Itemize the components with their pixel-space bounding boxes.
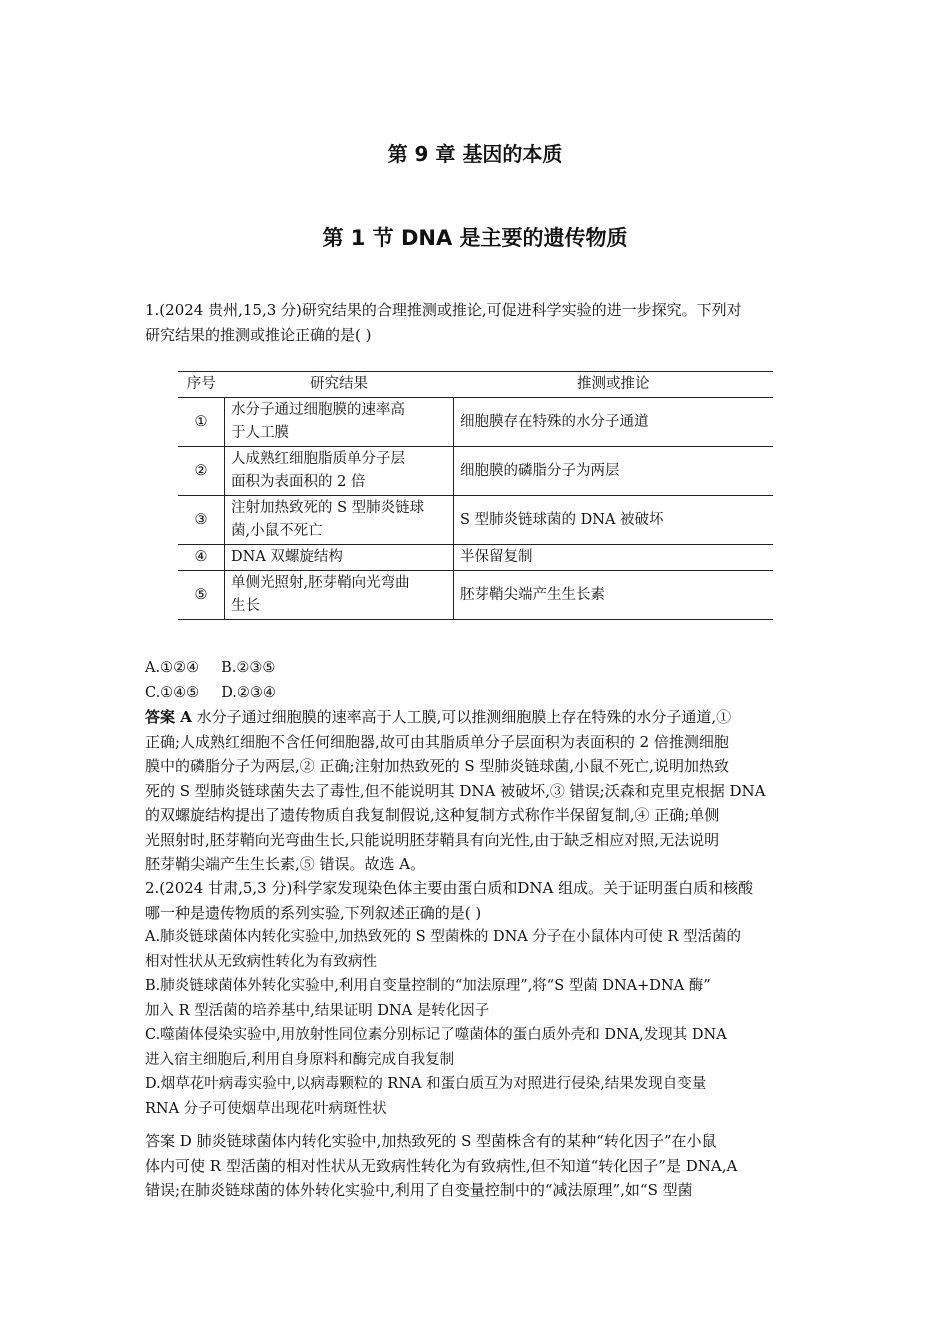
choice-line: A.肺炎链球菌体内转化实验中,加热致死的 S 型菌株的 DNA 分子在小鼠体内可使 R 型活菌的 [145, 929, 741, 945]
row-inference: 胚芽鞘尖端产生生长素 [454, 571, 774, 620]
answer-line: 的双螺旋结构提出了遗传物质自我复制假说,这种复制方式称作半保留复制,④ 正确;单侧 [145, 806, 720, 824]
table-row [178, 496, 773, 545]
answer-line: 体内可使 R 型活菌的相对性状从无致病性转化为有致病性,但不知道“转化因子”是 DNA,A [145, 1156, 738, 1175]
question-2 [145, 876, 810, 1121]
choice-line: C.噬菌体侵染实验中,用放射性同位素分别标记了噬菌体的蛋白质外壳和 DNA,发现其 DNA [145, 1027, 727, 1043]
stem-line: 研究结果的推测或推论正确的是( ) [145, 325, 372, 344]
stem-line: 哪一种是遗传物质的系列实验,下列叙述正确的是( ) [145, 903, 482, 922]
row-number: ③ [178, 496, 225, 545]
header-result: 研究结果 [225, 372, 454, 398]
option-c: C.①④⑤ [145, 684, 200, 701]
result-line: 菌,小鼠不死亡 [231, 523, 323, 539]
result-line: 人成熟红细胞脂质单分子层 [231, 451, 405, 467]
row-number: ④ [178, 545, 225, 571]
result-line: DNA 双螺旋结构 [231, 549, 343, 565]
choice-line: B.肺炎链球菌体外转化实验中,利用自变量控制的“加法原理”,将“S 型菌 DNA+DNA 酶” [145, 978, 711, 994]
result-line: 注射加热致死的 S 型肺炎链球 [231, 500, 425, 516]
choice-line: RNA 分子可使烟草出现花叶病斑性状 [145, 1100, 387, 1117]
choice-line: 加入 R 型活菌的培养基中,结果证明 DNA 是转化因子 [145, 1002, 490, 1019]
research-table [178, 371, 773, 620]
answer-line: 死的 S 型肺炎链球菌失去了毒性,但不能说明其 DNA 被破坏,③ 错误;沃森和克里克根据 DNA [145, 781, 766, 800]
row-inference: S 型肺炎链球菌的 DNA 被破坏 [454, 496, 774, 545]
table-row [178, 398, 773, 447]
choice-line: 相对性状从无致病性转化为有致病性 [145, 953, 377, 970]
table-row [178, 571, 773, 620]
option-d: D.②③④ [221, 684, 276, 701]
row-result [225, 545, 454, 571]
row-number: ① [178, 398, 225, 447]
result-line: 生长 [231, 598, 260, 614]
stem-line: 1.(2024 贵州,15,3 分)研究结果的合理推测或推论,可促进科学实验的进一步探究。下列对 [145, 301, 742, 319]
row-result [225, 496, 454, 545]
row-result [225, 571, 454, 620]
question-2-answer [145, 1129, 810, 1203]
row-number: ⑤ [178, 571, 225, 620]
question-1-answer [145, 705, 810, 877]
choice-line: 进入宿主细胞后,利用自身原料和酶完成自我复制 [145, 1051, 455, 1068]
result-line: 单侧光照射,胚芽鞘向光弯曲 [231, 575, 410, 591]
chapter-title: 第 9 章 基因的本质 [387, 142, 563, 166]
section-title: 第 1 节 DNA 是主要的遗传物质 [322, 226, 628, 250]
option-a: A.①②④ [145, 660, 200, 676]
question-1-stem [145, 298, 810, 347]
table-row [178, 545, 773, 571]
row-inference: 细胞膜的磷脂分子为两层 [454, 447, 774, 496]
answer-text: 水分子通过细胞膜的速率高于人工膜,可以推测细胞膜上存在特殊的水分子通道,① [191, 708, 732, 726]
answer-line: 答案 D 肺炎链球菌体内转化实验中,加热致死的 S 型菌株含有的某种“转化因子”在小鼠 [145, 1132, 717, 1150]
row-inference: 细胞膜存在特殊的水分子通道 [454, 398, 774, 447]
answer-label: 答案 A [145, 708, 192, 726]
row-number: ② [178, 447, 225, 496]
options-line [145, 656, 810, 681]
row-inference: 半保留复制 [454, 545, 774, 571]
table-row [178, 447, 773, 496]
answer-line: 正确;人成熟红细胞不含任何细胞器,故可由其脂质单分子层面积为表面积的 2 倍推测细胞 [145, 732, 729, 751]
answer-line: 胚芽鞘尖端产生生长素,⑤ 错误。故选 A。 [145, 855, 426, 873]
choice-line: D.烟草花叶病毒实验中,以病毒颗粒的 RNA 和蛋白质互为对照进行侵染,结果发现自变量 [145, 1076, 707, 1092]
row-result [225, 398, 454, 447]
answer-line: 光照射时,胚芽鞘向光弯曲生长,只能说明胚芽鞘具有向光性,由于缺乏相应对照,无法说明 [145, 830, 720, 849]
answer-line: 错误;在肺炎链球菌的体外转化实验中,利用了自变量控制中的“减法原理”,如“S 型菌 [145, 1181, 693, 1199]
table-header-row [178, 372, 773, 398]
result-line: 于人工膜 [231, 425, 289, 441]
question-1-options [145, 656, 810, 705]
answer-line: 膜中的磷脂分子为两层,② 正确;注射加热致死的 S 型肺炎链球菌,小鼠不死亡,说明加热致 [145, 757, 729, 775]
option-b: B.②③⑤ [221, 660, 276, 676]
options-line [145, 681, 810, 706]
header-number: 序号 [178, 372, 225, 398]
result-line: 水分子通过细胞膜的速率高 [231, 402, 405, 418]
row-result [225, 447, 454, 496]
stem-line: 2.(2024 甘肃,5,3 分)科学家发现染色体主要由蛋白质和DNA 组成。关于证明蛋白质和核酸 [145, 879, 754, 897]
header-inference: 推测或推论 [454, 372, 774, 398]
answer-line [145, 705, 810, 730]
result-line: 面积为表面积的 2 倍 [231, 474, 366, 490]
